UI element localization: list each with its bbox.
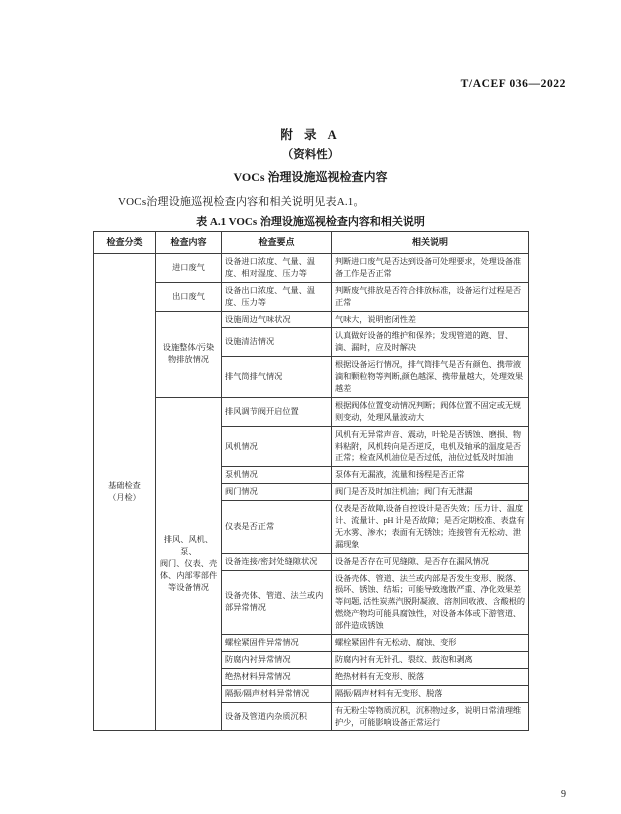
cell-point: 阀门情况 bbox=[222, 484, 332, 501]
cell-description: 风机有无异常声音、震动，叶轮是否锈蚀、磨损、物料粘附，风机转向是否逆反，电机及轴承的温度是否正常；检查风机油位是否过低，油位过低及时加油 bbox=[332, 426, 529, 467]
cell-description: 设备壳体、管道、法兰或内部是否发生变形、脱落、损坏、锈蚀、结垢；可能导致逸散严重、净化效果差等问题, 活性炭蒸汽脱附凝液、溶剂回收液、含酸根的燃烧产物均可能具腐蚀性，对设备本体或下游管道、部件造成锈蚀 bbox=[332, 570, 529, 634]
group3-label-line3: 体、内部零部件 bbox=[159, 571, 218, 581]
category-label-line1: 基础检查 bbox=[108, 481, 141, 491]
cell-category-basic-inspection bbox=[94, 254, 156, 731]
column-header-content: 检查内容 bbox=[156, 232, 222, 254]
annex-subtitle: （资料性） bbox=[281, 149, 340, 161]
group3-label-line1: 排风、风机、泵、 bbox=[163, 535, 214, 557]
cell-description: 根据阀体位置变动情况判断；阀体位置不固定或无规则变动，处理风量波动大 bbox=[332, 397, 529, 426]
table-row bbox=[94, 254, 529, 283]
cell-point: 绝热材料异常情况 bbox=[222, 668, 332, 685]
group3-label-line4: 等设备情况 bbox=[168, 582, 209, 592]
cell-content-equipment-group bbox=[156, 397, 222, 730]
cell-point: 设施周边气味状况 bbox=[222, 311, 332, 328]
column-header-category: 检查分类 bbox=[94, 232, 156, 254]
cell-description: 根据设备运行情况，排气筒排气是否有颜色、携带液滴和颗粒物等判断,颜色越深、携带量越大，处理效果越差 bbox=[332, 357, 529, 398]
cell-content-inlet-gas: 进口废气 bbox=[156, 254, 222, 283]
cell-description: 判断废气排放是否符合排放标准，设备运行过程是否正常 bbox=[332, 282, 529, 311]
group2-label-line2: 物排放情况 bbox=[168, 355, 209, 365]
cell-description: 防腐内衬有无针孔、裂纹、鼓泡和剥离 bbox=[332, 651, 529, 668]
table-caption: 表 A.1 VOCs 治理设施巡视检查内容和相关说明 bbox=[196, 216, 425, 228]
cell-description: 有无粉尘等物质沉积，沉积物过多，说明日常清理维护少，可能影响设备正常运行 bbox=[332, 702, 529, 731]
table-row bbox=[94, 282, 529, 311]
cell-content-outlet-gas: 出口废气 bbox=[156, 282, 222, 311]
cell-point: 设备连接/密封处缝隙状况 bbox=[222, 553, 332, 570]
cell-description: 绝热材料有无变形、脱落 bbox=[332, 668, 529, 685]
cell-point: 仪表是否正常 bbox=[222, 501, 332, 554]
table-row bbox=[94, 311, 529, 328]
page-number: 9 bbox=[561, 789, 566, 800]
cell-description: 判断进口废气是否达到设备可处理要求，处理设备准备工作是否正常 bbox=[332, 254, 529, 283]
cell-content-facility-overall bbox=[156, 311, 222, 397]
cell-description: 螺栓紧固件有无松动、腐蚀、变形 bbox=[332, 635, 529, 652]
cell-point: 风机情况 bbox=[222, 426, 332, 467]
cell-point: 设备壳体、管道、法兰或内部异常情况 bbox=[222, 570, 332, 634]
cell-description: 设备是否存在可见缝隙、是否存在漏风情况 bbox=[332, 553, 529, 570]
cell-point: 防腐内衬异常情况 bbox=[222, 651, 332, 668]
intro-paragraph: VOCs治理设施巡视检查内容和相关说明见表A.1。 bbox=[118, 196, 365, 208]
column-header-points: 检查要点 bbox=[222, 232, 332, 254]
cell-point: 设备出口浓度、气量、温度、压力等 bbox=[222, 282, 332, 311]
cell-description: 仪表是否故障,设备自控设计是否失效；压力计、温度计、流量计、pH 计是否故障；是否定期校准、表盘有无水雾、渗水；表面有无锈蚀；连接管有无松动、泄漏现象 bbox=[332, 501, 529, 554]
cell-description: 泵体有无漏液，流量和扬程是否正常 bbox=[332, 467, 529, 484]
table-header-row bbox=[94, 232, 529, 254]
page-header-standard-number: T/ACEF 036—2022 bbox=[460, 78, 566, 90]
cell-point: 排风调节阀开启位置 bbox=[222, 397, 332, 426]
cell-point: 设施清洁情况 bbox=[222, 328, 332, 357]
cell-point: 设备及管道内杂质沉积 bbox=[222, 702, 332, 731]
cell-description: 认真做好设备的维护和保养；发现管道的跑、冒、滴、漏时，应及时解决 bbox=[332, 328, 529, 357]
cell-point: 泵机情况 bbox=[222, 467, 332, 484]
annex-title: 附 录 A bbox=[280, 128, 341, 142]
cell-description: 隔振/隔声材料有无变形、脱落 bbox=[332, 685, 529, 702]
cell-point: 螺栓紧固件异常情况 bbox=[222, 635, 332, 652]
inspection-table bbox=[93, 231, 529, 731]
column-header-description: 相关说明 bbox=[332, 232, 529, 254]
category-label-line2: （月检） bbox=[108, 493, 141, 503]
annex-heading: VOCs 治理设施巡视检查内容 bbox=[233, 170, 388, 184]
cell-point: 设备进口浓度、气量、温度、相对湿度、压力等 bbox=[222, 254, 332, 283]
cell-point: 排气筒排气情况 bbox=[222, 357, 332, 398]
group2-label-line1: 设施整体/污染 bbox=[162, 343, 215, 353]
group3-label-line2: 阀门、仪表、壳 bbox=[159, 559, 218, 569]
table-row bbox=[94, 397, 529, 426]
cell-description: 阀门是否及时加注机油；阀门有无泄漏 bbox=[332, 484, 529, 501]
cell-point: 隔振/隔声材料异常情况 bbox=[222, 685, 332, 702]
cell-description: 气味大，说明密闭性差 bbox=[332, 311, 529, 328]
